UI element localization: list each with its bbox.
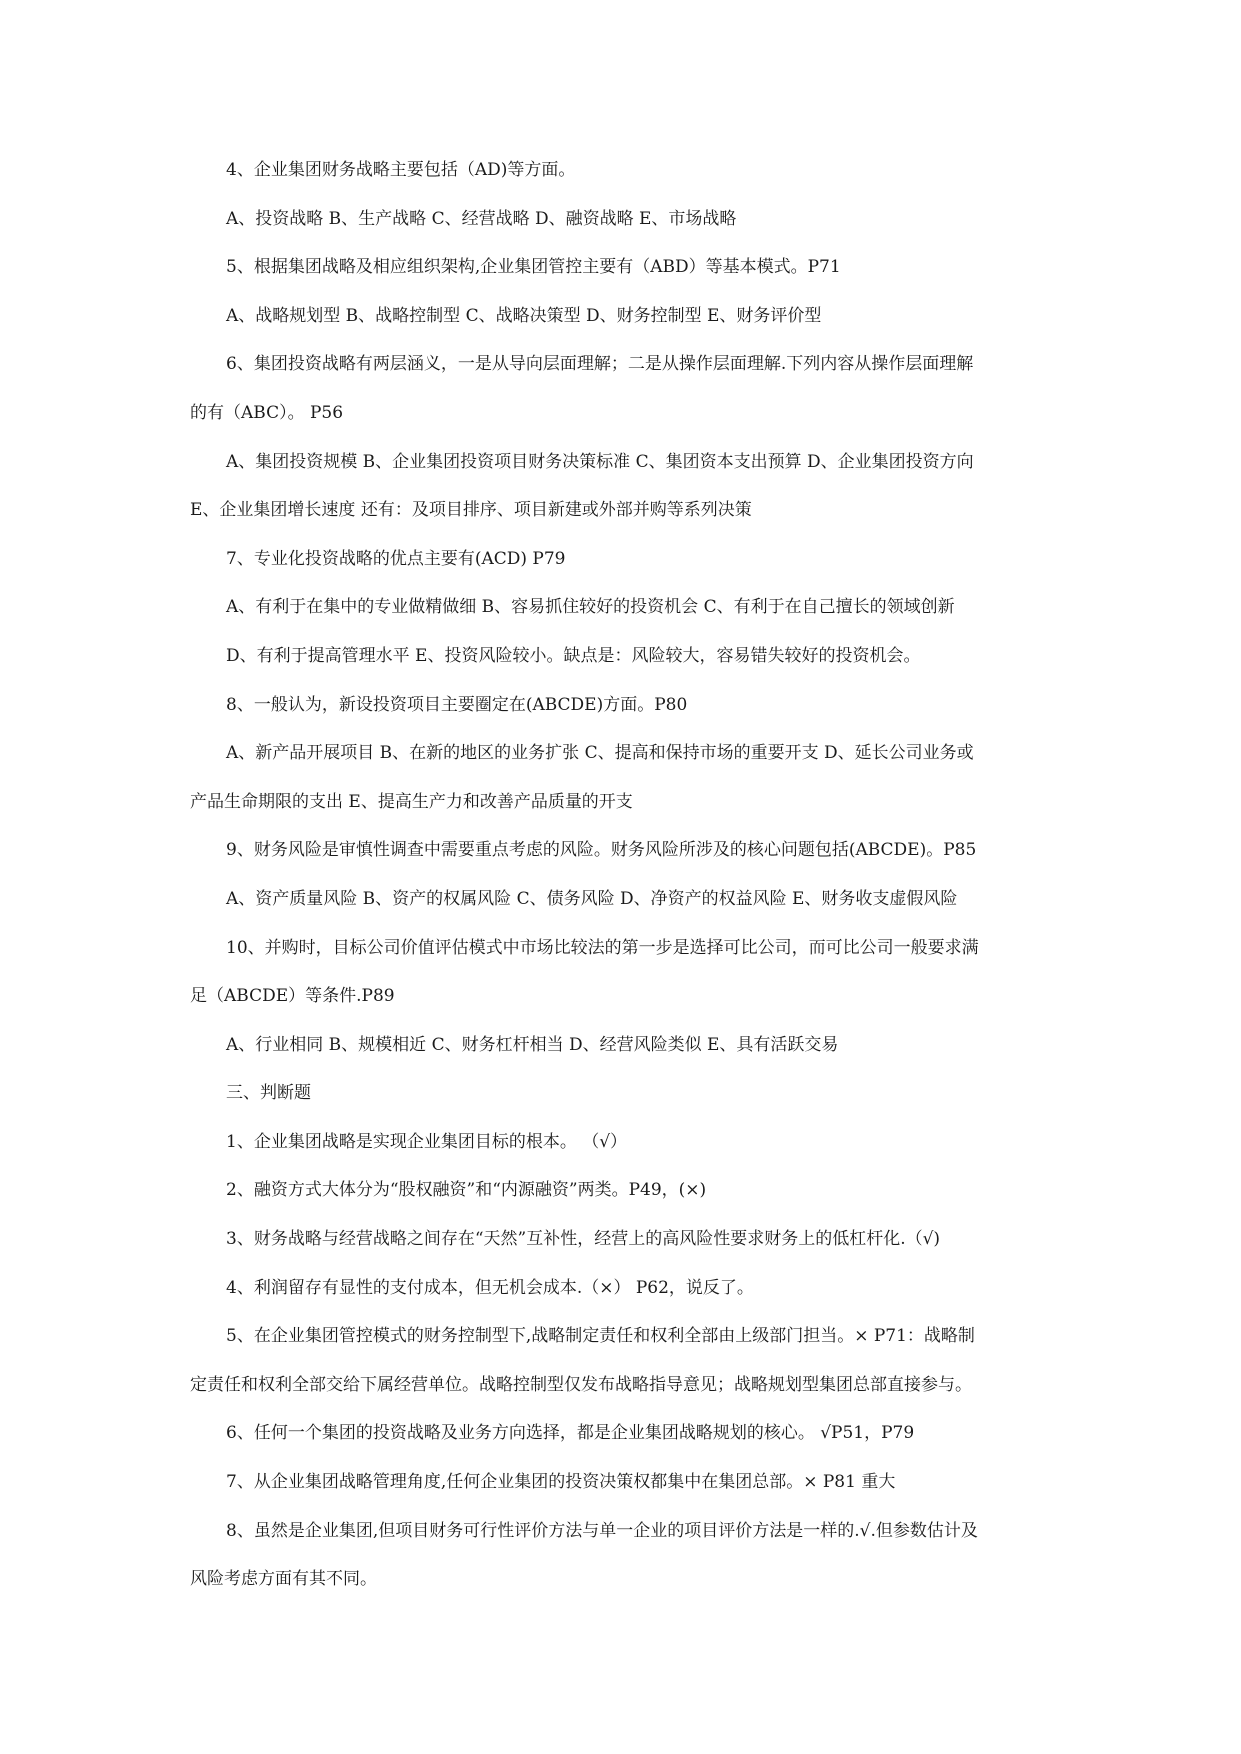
tf7-statement: 7、从企业集团战略管理角度,任何企业集团的投资决策权都集中在集团总部。× P81 重大	[226, 1472, 896, 1493]
document-page	[190, 158, 1060, 1616]
tf2-statement: 2、融资方式大体分为“股权融资”和“内源融资”两类。P49，(×)	[226, 1180, 707, 1201]
q7-options-cont: D、有利于提高管理水平 E、投资风险较小。缺点是：风险较大，容易错失较好的投资机会。	[226, 645, 921, 666]
q10-question: 10、并购时，目标公司价值评估模式中市场比较法的第一步是选择可比公司，而可比公司一般要求满	[226, 937, 979, 958]
q5-options: A、战略规划型 B、战略控制型 C、战略决策型 D、财务控制型 E、财务评价型	[226, 305, 822, 326]
q8-options: A、新产品开展项目 B、在新的地区的业务扩张 C、提高和保持市场的重要开支 D、延长公司业务或	[226, 743, 974, 764]
q6-question: 6、集团投资战略有两层涵义，一是从导向层面理解；二是从操作层面理解.下列内容从操作层面理解	[226, 354, 974, 375]
q6-options: A、集团投资规模 B、企业集团投资项目财务决策标准 C、集团资本支出预算 D、企业集团投资方向	[226, 451, 974, 472]
q10-question-cont: 足（ABCDE）等条件.P89	[190, 986, 395, 1007]
tf3-statement: 3、财务战略与经营战略之间存在“天然”互补性，经营上的高风险性要求财务上的低杠杆化.（√)	[226, 1229, 941, 1250]
q7-question: 7、专业化投资战略的优点主要有(ACD) P79	[226, 548, 566, 569]
tf4-statement: 4、利润留存有显性的支付成本，但无机会成本.（×） P62，说反了。	[226, 1277, 754, 1298]
q7-options: A、有利于在集中的专业做精做细 B、容易抓住较好的投资机会 C、有利于在自己擅长的领域创新	[226, 597, 955, 618]
q8-question: 8、一般认为，新设投资项目主要圈定在(ABCDE)方面。P80	[226, 694, 688, 715]
q4-question: 4、企业集团财务战略主要包括（AD)等方面。	[226, 160, 576, 180]
tf8-statement-cont: 风险考虑方面有其不同。	[190, 1569, 377, 1590]
q9-question: 9、财务风险是审慎性调查中需要重点考虑的风险。财务风险所涉及的核心问题包括(ABCDE)。P85	[226, 840, 977, 861]
tf5-statement-cont: 定责任和权利全部交给下属经营单位。战略控制型仅发布战略指导意见；战略规划型集团总部直接参与。	[190, 1374, 972, 1395]
tf8-statement: 8、虽然是企业集团,但项目财务可行性评价方法与单一企业的项目评价方法是一样的.√.但参数估计及	[226, 1520, 978, 1541]
q9-options: A、资产质量风险 B、资产的权属风险 C、债务风险 D、净资产的权益风险 E、财务收支虚假风险	[226, 888, 958, 909]
tf1-statement: 1、企业集团战略是实现企业集团目标的根本。 （√）	[226, 1131, 628, 1152]
tf5-statement: 5、在企业集团管控模式的财务控制型下,战略制定责任和权利全部由上级部门担当。× P71：战略制	[226, 1326, 975, 1347]
q4-options: A、投资战略 B、生产战略 C、经营战略 D、融资战略 E、市场战略	[226, 208, 737, 229]
section-heading: 三、判断题	[226, 1083, 311, 1104]
q10-options: A、行业相同 B、规模相近 C、财务杠杆相当 D、经营风险类似 E、具有活跃交易	[226, 1034, 839, 1055]
q8-options-cont: 产品生命期限的支出 E、提高生产力和改善产品质量的开支	[190, 791, 633, 812]
q5-question: 5、根据集团战略及相应组织架构,企业集团管控主要有（ABD）等基本模式。P71	[226, 257, 841, 278]
tf6-statement: 6、任何一个集团的投资战略及业务方向选择，都是企业集团战略规划的核心。 √P51，P79	[226, 1423, 915, 1444]
q6-question-cont: 的有（ABC）。 P56	[190, 402, 344, 423]
q6-options-cont: E、企业集团增长速度 还有：及项目排序、项目新建或外部并购等系列决策	[190, 500, 752, 521]
